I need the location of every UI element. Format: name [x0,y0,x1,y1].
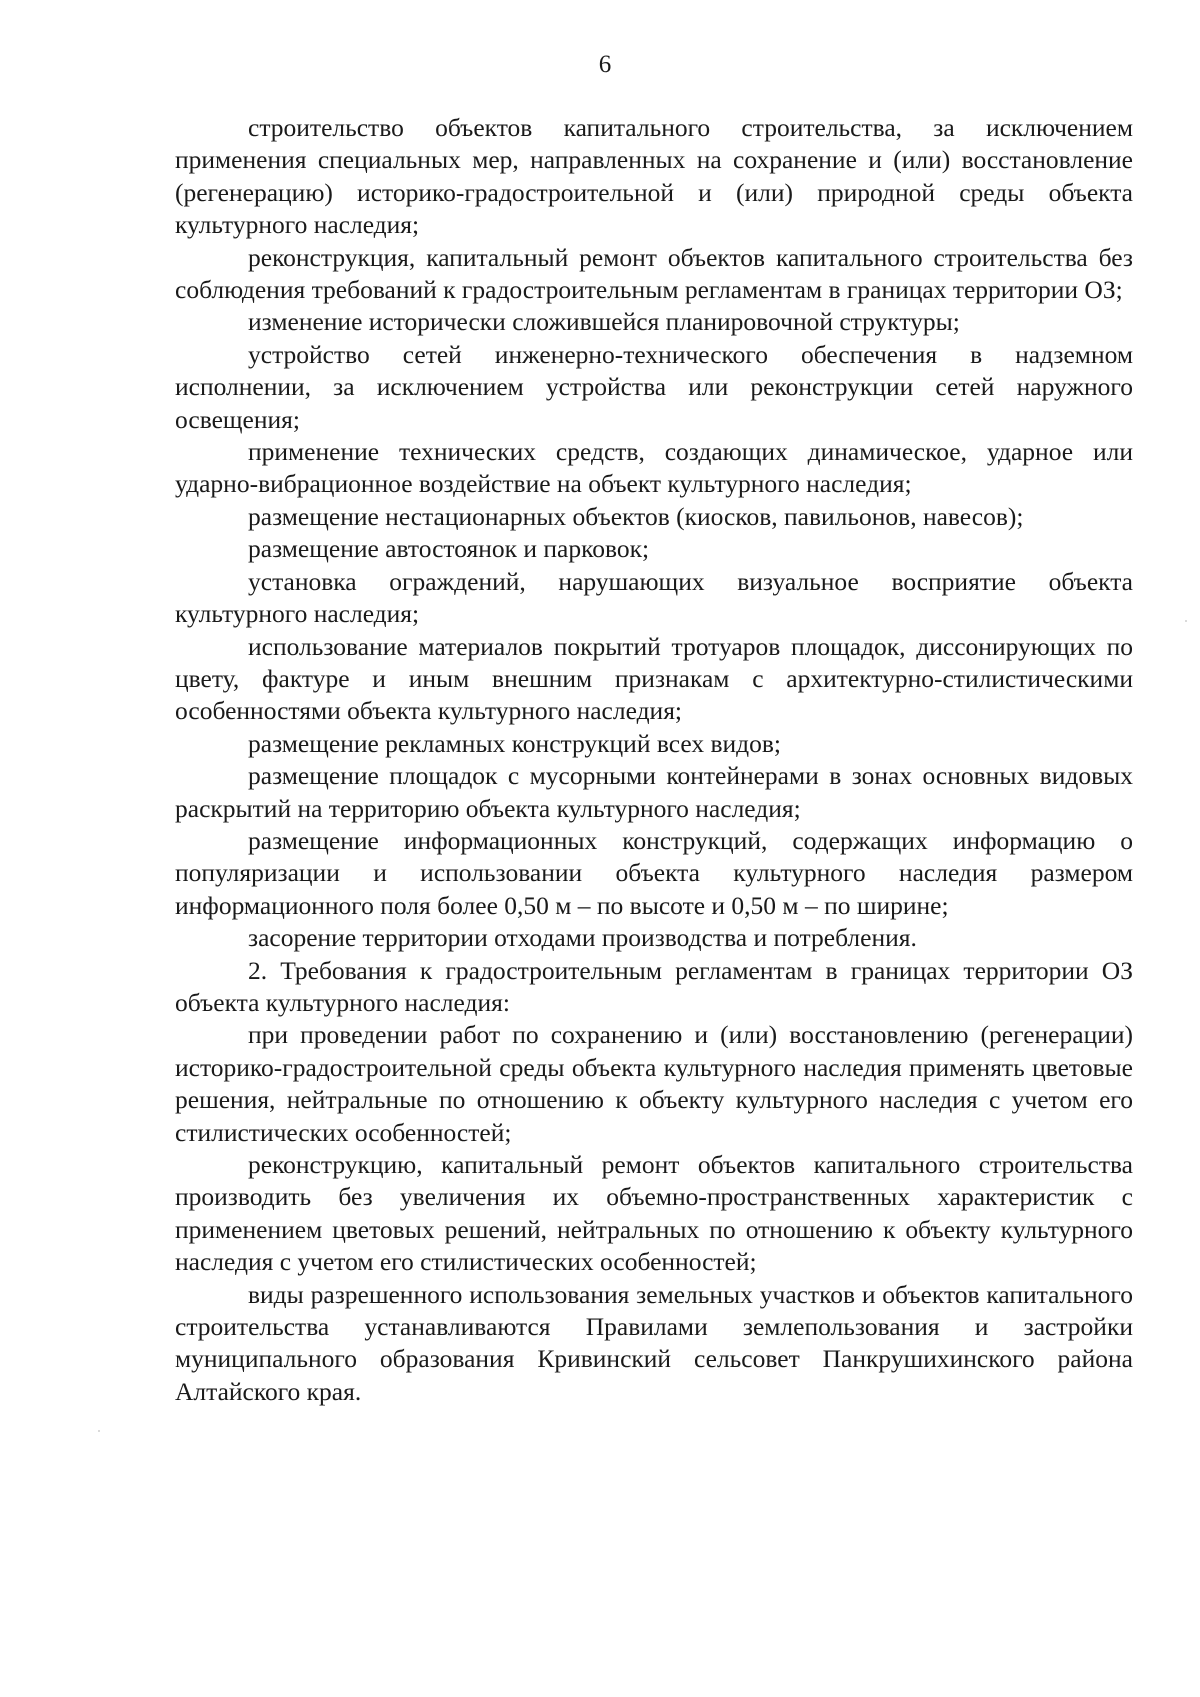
paragraph: изменение исторически сложившейся планировочной структуры; [248,307,960,337]
scan-speck [98,1430,100,1432]
paragraph: установка ограждений, нарушающих визуальное восприятие объекта культурного наследия; [175,566,1133,629]
scan-speck [1185,620,1187,622]
paragraph: при проведении работ по сохранению и (или) восстановлению (регенерации) историко-градостроительной среды объекта культурного наследия применять цветовые решения, нейтральные по отношению к объекту культурного наследия с учетом его стилистических особенностей; [175,1020,1133,1147]
paragraph: размещение площадок с мусорными контейнерами в зонах основных видовых раскрытий на территорию объекта культурного наследия; [175,761,1133,823]
paragraph: виды разрешенного использования земельных участков и объектов капитального строительства устанавливаются Правилами землепользования и застройки муниципального образования Кривинский сельсовет Панкрушихинского района Алтайского края. [175,1279,1133,1406]
paragraph: размещение рекламных конструкций всех видов; [248,728,782,758]
section-heading-paragraph: 2. Требования к градостроительным регламентам в границах территории ОЗ объекта культурного наследия: [175,955,1133,1017]
paragraph: использование материалов покрытий тротуаров площадок, диссонирующих по цвету, фактуре и иным внешним признакам с архитектурно-стилистическими особенностями объекта культурного наследия; [175,631,1133,726]
paragraph: размещение автостоянок и парковок; [248,534,650,564]
document-body [175,112,1133,1408]
paragraph: засорение территории отходами производства и потребления. [248,923,917,953]
paragraph: реконструкция, капитальный ремонт объектов капитального строительства без соблюдения требований к градостроительным регламентам в границах территории ОЗ; [175,242,1133,305]
paragraph: применение технических средств, создающих динамическое, ударное или ударно-вибрационное воздействие на объект культурного наследия; [175,437,1133,499]
paragraph: устройство сетей инженерно-технического обеспечения в надземном исполнении, за исключением устройства или реконструкции сетей наружного освещения; [175,339,1133,434]
paragraph: строительство объектов капитального строительства, за исключением применения специальных мер, направленных на сохранение и (или) восстановление (регенерацию) историко-градостроительной и (или) природной среды объекта культурного наследия; [175,113,1133,240]
paragraph: реконструкцию, капитальный ремонт объектов капитального строительства производить без увеличения их объемно-пространственных характеристик с применением цветовых решений, нейтральных по отношению к объекту культурного наследия с учетом его стилистических особенностей; [175,1150,1133,1277]
paragraph: размещение информационных конструкций, содержащих информацию о популяризации и использовании объекта культурного наследия размером информационного поля более 0,50 м – по высоте и 0,50 м – по ширине; [175,825,1133,920]
paragraph: размещение нестационарных объектов (киосков, павильонов, навесов); [248,501,1024,531]
page-number: 6 [598,51,612,78]
